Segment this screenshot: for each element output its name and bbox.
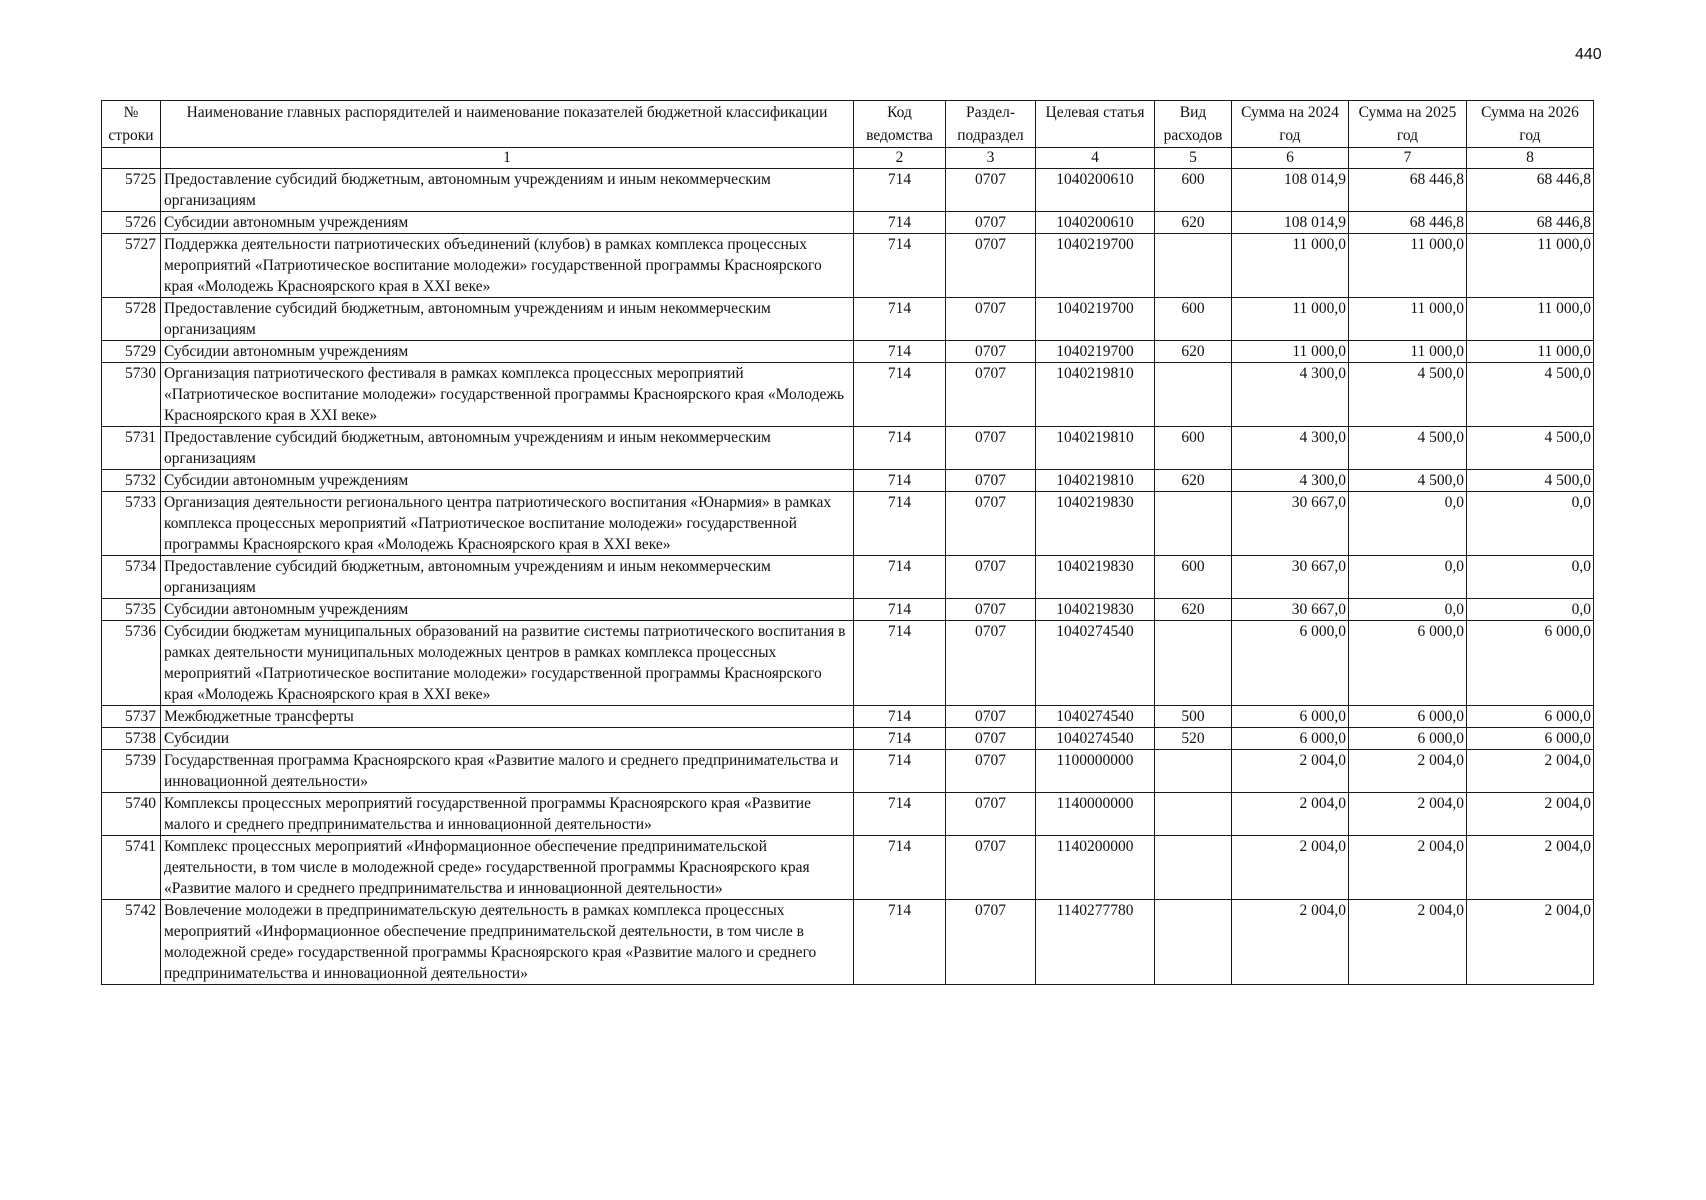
sum-2024: 4 300,0 bbox=[1232, 363, 1349, 427]
section-code: 0707 bbox=[946, 621, 1036, 706]
column-index: 7 bbox=[1349, 148, 1467, 169]
sum-2025: 68 446,8 bbox=[1349, 169, 1467, 212]
sum-2025: 4 500,0 bbox=[1349, 470, 1467, 492]
target-article: 1040219810 bbox=[1036, 470, 1155, 492]
section-code: 0707 bbox=[946, 728, 1036, 750]
sum-2026: 11 000,0 bbox=[1467, 341, 1594, 363]
table-row bbox=[102, 341, 1594, 363]
row-name: Предоставление субсидий бюджетным, автономным учреждениям и иным некоммерческим организациям bbox=[161, 556, 854, 599]
row-name: Комплекс процессных мероприятий «Информационное обеспечение предпринимательской деятельности, в том числе в молодежной среде» государственной программы Красноярского края «Развитие малого и среднего предпринимательства и инновационной деятельности» bbox=[161, 836, 854, 900]
sum-2024: 2 004,0 bbox=[1232, 836, 1349, 900]
row-name: Субсидии bbox=[161, 728, 854, 750]
sum-2025: 0,0 bbox=[1349, 492, 1467, 556]
row-name: Субсидии автономным учреждениям bbox=[161, 470, 854, 492]
sum-2025: 11 000,0 bbox=[1349, 341, 1467, 363]
header-department-code: Код ведомства bbox=[854, 101, 946, 148]
sum-2025: 4 500,0 bbox=[1349, 427, 1467, 470]
target-article: 1140000000 bbox=[1036, 793, 1155, 836]
expense-type bbox=[1155, 621, 1232, 706]
header-target-article: Целевая статья bbox=[1036, 101, 1155, 148]
target-article: 1040274540 bbox=[1036, 621, 1155, 706]
row-number: 5726 bbox=[102, 212, 161, 234]
expense-type bbox=[1155, 234, 1232, 298]
table-row bbox=[102, 298, 1594, 341]
department-code: 714 bbox=[854, 427, 946, 470]
sum-2024: 11 000,0 bbox=[1232, 234, 1349, 298]
department-code: 714 bbox=[854, 492, 946, 556]
section-code: 0707 bbox=[946, 900, 1036, 985]
row-number: 5735 bbox=[102, 599, 161, 621]
row-name: Поддержка деятельности патриотических объединений (клубов) в рамках комплекса процессных мероприятий «Патриотическое воспитание молодежи» государственной программы Красноярского края «Молодежь Красноярского края в XXI веке» bbox=[161, 234, 854, 298]
department-code: 714 bbox=[854, 341, 946, 363]
expense-type bbox=[1155, 492, 1232, 556]
row-number: 5741 bbox=[102, 836, 161, 900]
expense-type: 500 bbox=[1155, 706, 1232, 728]
sum-2026: 11 000,0 bbox=[1467, 234, 1594, 298]
table-row bbox=[102, 492, 1594, 556]
target-article: 1040274540 bbox=[1036, 728, 1155, 750]
expense-type: 600 bbox=[1155, 427, 1232, 470]
department-code: 714 bbox=[854, 793, 946, 836]
sum-2026: 68 446,8 bbox=[1467, 169, 1594, 212]
table-row bbox=[102, 706, 1594, 728]
sum-2025: 2 004,0 bbox=[1349, 836, 1467, 900]
sum-2024: 30 667,0 bbox=[1232, 599, 1349, 621]
department-code: 714 bbox=[854, 706, 946, 728]
section-code: 0707 bbox=[946, 169, 1036, 212]
sum-2026: 4 500,0 bbox=[1467, 363, 1594, 427]
section-code: 0707 bbox=[946, 793, 1036, 836]
row-name: Государственная программа Красноярского края «Развитие малого и среднего предпринимательства и инновационной деятельности» bbox=[161, 750, 854, 793]
sum-2025: 0,0 bbox=[1349, 556, 1467, 599]
sum-2025: 0,0 bbox=[1349, 599, 1467, 621]
table-row bbox=[102, 234, 1594, 298]
row-number: 5742 bbox=[102, 900, 161, 985]
department-code: 714 bbox=[854, 169, 946, 212]
department-code: 714 bbox=[854, 900, 946, 985]
target-article: 1040200610 bbox=[1036, 212, 1155, 234]
section-code: 0707 bbox=[946, 706, 1036, 728]
table-row bbox=[102, 556, 1594, 599]
sum-2024: 30 667,0 bbox=[1232, 492, 1349, 556]
sum-2024: 108 014,9 bbox=[1232, 169, 1349, 212]
target-article: 1040219830 bbox=[1036, 492, 1155, 556]
table-row bbox=[102, 470, 1594, 492]
row-number: 5725 bbox=[102, 169, 161, 212]
expense-type bbox=[1155, 750, 1232, 793]
sum-2026: 6 000,0 bbox=[1467, 728, 1594, 750]
target-article: 1040219700 bbox=[1036, 341, 1155, 363]
row-number: 5740 bbox=[102, 793, 161, 836]
column-index bbox=[102, 148, 161, 169]
budget-table bbox=[101, 100, 1594, 985]
department-code: 714 bbox=[854, 363, 946, 427]
sum-2024: 6 000,0 bbox=[1232, 621, 1349, 706]
sum-2026: 11 000,0 bbox=[1467, 298, 1594, 341]
table-row bbox=[102, 750, 1594, 793]
row-number: 5727 bbox=[102, 234, 161, 298]
department-code: 714 bbox=[854, 599, 946, 621]
table-row bbox=[102, 427, 1594, 470]
sum-2026: 2 004,0 bbox=[1467, 750, 1594, 793]
sum-2026: 0,0 bbox=[1467, 492, 1594, 556]
column-index: 3 bbox=[946, 148, 1036, 169]
department-code: 714 bbox=[854, 836, 946, 900]
sum-2025: 2 004,0 bbox=[1349, 750, 1467, 793]
target-article: 1040219830 bbox=[1036, 599, 1155, 621]
row-name: Предоставление субсидий бюджетным, автономным учреждениям и иным некоммерческим организациям bbox=[161, 298, 854, 341]
expense-type bbox=[1155, 836, 1232, 900]
column-index: 2 bbox=[854, 148, 946, 169]
target-article: 1040274540 bbox=[1036, 706, 1155, 728]
department-code: 714 bbox=[854, 298, 946, 341]
sum-2024: 6 000,0 bbox=[1232, 706, 1349, 728]
sum-2025: 6 000,0 bbox=[1349, 621, 1467, 706]
sum-2024: 108 014,9 bbox=[1232, 212, 1349, 234]
sum-2025: 6 000,0 bbox=[1349, 706, 1467, 728]
sum-2026: 2 004,0 bbox=[1467, 836, 1594, 900]
table-row bbox=[102, 793, 1594, 836]
target-article: 1140200000 bbox=[1036, 836, 1155, 900]
row-name: Предоставление субсидий бюджетным, автономным учреждениям и иным некоммерческим организациям bbox=[161, 427, 854, 470]
section-code: 0707 bbox=[946, 836, 1036, 900]
row-number: 5733 bbox=[102, 492, 161, 556]
row-number: 5730 bbox=[102, 363, 161, 427]
expense-type: 620 bbox=[1155, 212, 1232, 234]
target-article: 1100000000 bbox=[1036, 750, 1155, 793]
target-article: 1040219810 bbox=[1036, 363, 1155, 427]
target-article: 1140277780 bbox=[1036, 900, 1155, 985]
sum-2026: 2 004,0 bbox=[1467, 793, 1594, 836]
department-code: 714 bbox=[854, 470, 946, 492]
target-article: 1040219700 bbox=[1036, 234, 1155, 298]
department-code: 714 bbox=[854, 556, 946, 599]
header-name: Наименование главных распорядителей и наименование показателей бюджетной классификации bbox=[161, 101, 854, 148]
expense-type bbox=[1155, 363, 1232, 427]
section-code: 0707 bbox=[946, 427, 1036, 470]
row-name: Организация патриотического фестиваля в рамках комплекса процессных мероприятий «Патриотическое воспитание молодежи» государственной программы Красноярского края «Молодежь Красноярского края в XXI веке» bbox=[161, 363, 854, 427]
section-code: 0707 bbox=[946, 363, 1036, 427]
sum-2024: 2 004,0 bbox=[1232, 750, 1349, 793]
row-number: 5728 bbox=[102, 298, 161, 341]
sum-2026: 6 000,0 bbox=[1467, 706, 1594, 728]
sum-2026: 4 500,0 bbox=[1467, 427, 1594, 470]
row-number: 5737 bbox=[102, 706, 161, 728]
row-number: 5734 bbox=[102, 556, 161, 599]
expense-type: 620 bbox=[1155, 599, 1232, 621]
row-number: 5729 bbox=[102, 341, 161, 363]
expense-type: 520 bbox=[1155, 728, 1232, 750]
sum-2025: 2 004,0 bbox=[1349, 900, 1467, 985]
row-number: 5738 bbox=[102, 728, 161, 750]
target-article: 1040219700 bbox=[1036, 298, 1155, 341]
sum-2024: 4 300,0 bbox=[1232, 427, 1349, 470]
sum-2025: 68 446,8 bbox=[1349, 212, 1467, 234]
sum-2024: 30 667,0 bbox=[1232, 556, 1349, 599]
table-row bbox=[102, 728, 1594, 750]
column-index: 5 bbox=[1155, 148, 1232, 169]
table-row bbox=[102, 836, 1594, 900]
sum-2024: 6 000,0 bbox=[1232, 728, 1349, 750]
table-row bbox=[102, 212, 1594, 234]
expense-type: 620 bbox=[1155, 341, 1232, 363]
expense-type: 600 bbox=[1155, 298, 1232, 341]
section-code: 0707 bbox=[946, 341, 1036, 363]
sum-2025: 4 500,0 bbox=[1349, 363, 1467, 427]
table-row bbox=[102, 599, 1594, 621]
row-name: Комплексы процессных мероприятий государственной программы Красноярского края «Развитие малого и среднего предпринимательства и инновационной деятельности» bbox=[161, 793, 854, 836]
table-row bbox=[102, 169, 1594, 212]
expense-type bbox=[1155, 900, 1232, 985]
sum-2025: 11 000,0 bbox=[1349, 234, 1467, 298]
column-index: 1 bbox=[161, 148, 854, 169]
header-row-number: № строки bbox=[102, 101, 161, 148]
column-index: 8 bbox=[1467, 148, 1594, 169]
sum-2026: 6 000,0 bbox=[1467, 621, 1594, 706]
header-sum-2025: Сумма на 2025 год bbox=[1349, 101, 1467, 148]
row-name: Межбюджетные трансферты bbox=[161, 706, 854, 728]
row-name: Предоставление субсидий бюджетным, автономным учреждениям и иным некоммерческим организациям bbox=[161, 169, 854, 212]
sum-2026: 0,0 bbox=[1467, 599, 1594, 621]
sum-2025: 2 004,0 bbox=[1349, 793, 1467, 836]
header-sum-2024: Сумма на 2024 год bbox=[1232, 101, 1349, 148]
section-code: 0707 bbox=[946, 750, 1036, 793]
header-expense-type: Вид расходов bbox=[1155, 101, 1232, 148]
sum-2024: 4 300,0 bbox=[1232, 470, 1349, 492]
sum-2025: 11 000,0 bbox=[1349, 298, 1467, 341]
target-article: 1040219810 bbox=[1036, 427, 1155, 470]
target-article: 1040219830 bbox=[1036, 556, 1155, 599]
department-code: 714 bbox=[854, 234, 946, 298]
expense-type bbox=[1155, 793, 1232, 836]
column-index-row bbox=[102, 148, 1594, 169]
section-code: 0707 bbox=[946, 298, 1036, 341]
sum-2026: 0,0 bbox=[1467, 556, 1594, 599]
section-code: 0707 bbox=[946, 234, 1036, 298]
row-name: Субсидии бюджетам муниципальных образований на развитие системы патриотического воспитания в рамках деятельности муниципальных молодежных центров в рамках комплекса процессных мероприятий «Патриотическое воспитание молодежи» государственной программы Красноярского края «Молодежь Красноярского края в XXI веке» bbox=[161, 621, 854, 706]
column-index: 6 bbox=[1232, 148, 1349, 169]
table-row bbox=[102, 900, 1594, 985]
row-number: 5736 bbox=[102, 621, 161, 706]
department-code: 714 bbox=[854, 728, 946, 750]
header-row bbox=[102, 101, 1594, 148]
section-code: 0707 bbox=[946, 470, 1036, 492]
row-name: Субсидии автономным учреждениям bbox=[161, 341, 854, 363]
header-section: Раздел- подраздел bbox=[946, 101, 1036, 148]
row-number: 5731 bbox=[102, 427, 161, 470]
row-name: Субсидии автономным учреждениям bbox=[161, 599, 854, 621]
sum-2024: 2 004,0 bbox=[1232, 900, 1349, 985]
sum-2024: 2 004,0 bbox=[1232, 793, 1349, 836]
sum-2025: 6 000,0 bbox=[1349, 728, 1467, 750]
sum-2026: 2 004,0 bbox=[1467, 900, 1594, 985]
section-code: 0707 bbox=[946, 556, 1036, 599]
row-number: 5732 bbox=[102, 470, 161, 492]
department-code: 714 bbox=[854, 212, 946, 234]
expense-type: 600 bbox=[1155, 556, 1232, 599]
table-row bbox=[102, 621, 1594, 706]
department-code: 714 bbox=[854, 750, 946, 793]
target-article: 1040200610 bbox=[1036, 169, 1155, 212]
section-code: 0707 bbox=[946, 212, 1036, 234]
row-number: 5739 bbox=[102, 750, 161, 793]
sum-2024: 11 000,0 bbox=[1232, 298, 1349, 341]
expense-type: 620 bbox=[1155, 470, 1232, 492]
sum-2026: 4 500,0 bbox=[1467, 470, 1594, 492]
page-number: 440 bbox=[1575, 46, 1602, 63]
row-name: Субсидии автономным учреждениям bbox=[161, 212, 854, 234]
department-code: 714 bbox=[854, 621, 946, 706]
table-row bbox=[102, 363, 1594, 427]
sum-2024: 11 000,0 bbox=[1232, 341, 1349, 363]
expense-type: 600 bbox=[1155, 169, 1232, 212]
row-name: Вовлечение молодежи в предпринимательскую деятельность в рамках комплекса процессных мероприятий «Информационное обеспечение предпринимательской деятельности, в том числе в молодежной среде» государственной программы Красноярского края «Развитие малого и среднего предпринимательства и инновационной деятельности» bbox=[161, 900, 854, 985]
header-sum-2026: Сумма на 2026 год bbox=[1467, 101, 1594, 148]
row-name: Организация деятельности регионального центра патриотического воспитания «Юнармия» в рамках комплекса процессных мероприятий «Патриотическое воспитание молодежи» государственной программы Красноярского края «Молодежь Красноярского края в XXI веке» bbox=[161, 492, 854, 556]
section-code: 0707 bbox=[946, 492, 1036, 556]
column-index: 4 bbox=[1036, 148, 1155, 169]
section-code: 0707 bbox=[946, 599, 1036, 621]
sum-2026: 68 446,8 bbox=[1467, 212, 1594, 234]
table-body bbox=[102, 169, 1594, 985]
